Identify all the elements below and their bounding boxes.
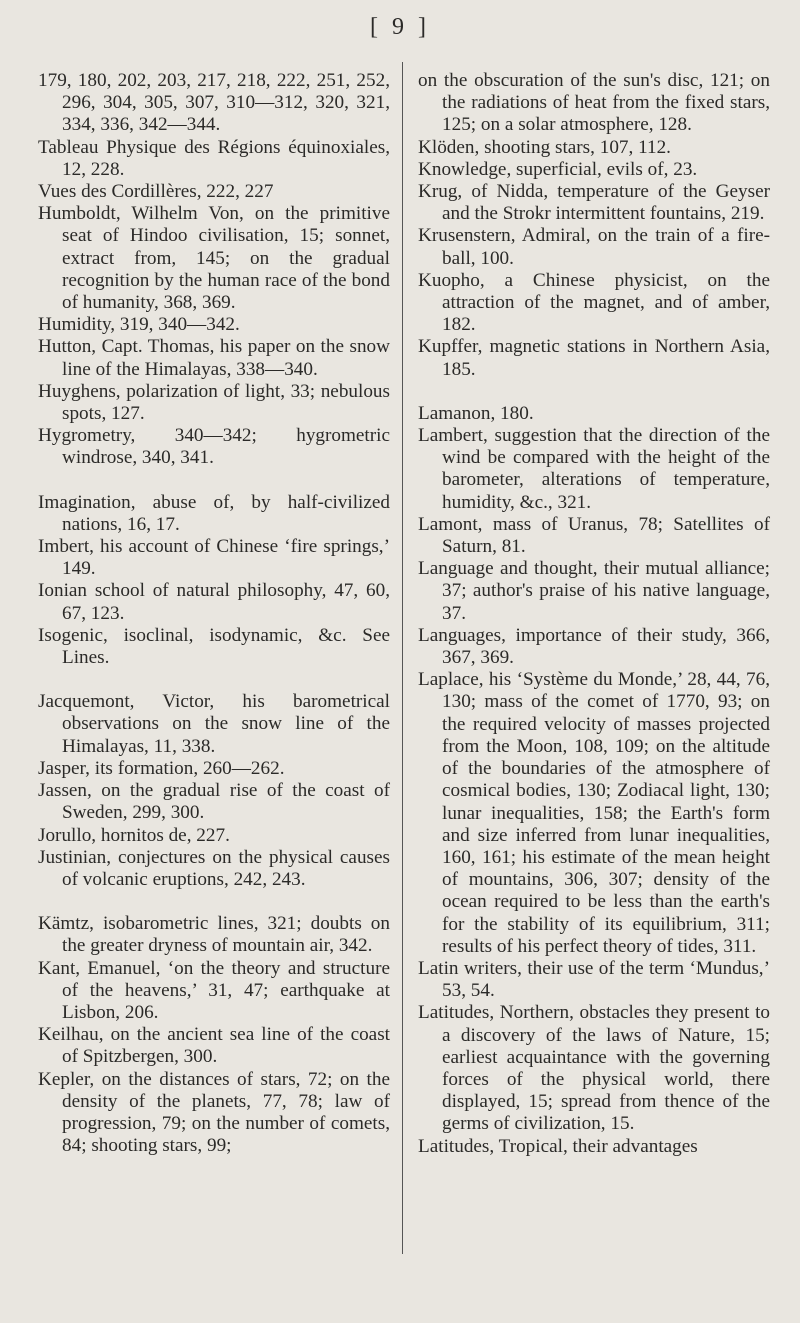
index-entry: Imbert, his account of Chinese ‘fire springs,’ 149. — [38, 536, 390, 580]
index-entry: Jasper, its formation, 260—262. — [38, 757, 285, 779]
index-entry: Krug, of Nidda, temperature of the Geyser and the Strokr intermittent fountains, 219. — [418, 181, 770, 225]
index-entry: Justinian, conjectures on the physical causes of volcanic eruptions, 242, 243. — [38, 846, 390, 890]
column-divider — [402, 62, 403, 1254]
index-entry: Hutton, Capt. Thomas, his paper on the snow line of the Himalayas, 338—340. — [38, 336, 390, 380]
index-entry: Tableau Physique des Régions équinoxiales, 12, 228. — [38, 136, 390, 180]
index-entry: Hygrometry, 340—342; hygrometric windrose, 340, 341. — [38, 425, 390, 469]
index-entry: Huyghens, polarization of light, 33; nebulous spots, 127. — [38, 380, 390, 425]
index-entry: Language and thought, their mutual alliance; 37; author's praise of his native language, 37. — [418, 558, 770, 624]
index-entry: Humboldt, Wilhelm Von, on the primitive seat of Hindoo civilisation, 15; sonnet, extract from, 145; on the gradual recognition by the human race of the bond of humanity, 368, 369. — [38, 203, 390, 314]
index-entry: 179, 180, 202, 203, 217, 218, 222, 251, 252, 296, 304, 305, 307, 310—312, 320, 321, 334, 336, 342—344. — [38, 70, 390, 136]
page-number: [ 9 ] — [370, 14, 430, 40]
index-entry: Latin writers, their use of the term ‘Mundus,’ 53, 54. — [418, 957, 770, 1002]
index-entry: Ionian school of natural philosophy, 47, 60, 67, 123. — [38, 580, 390, 624]
index-entry: on the obscuration of the sun's disc, 121; on the radiations of heat from the fixed stars, 125; on a solar atmosphere, 128. — [418, 70, 770, 136]
index-column-left — [38, 70, 390, 1157]
index-entry: Humidity, 319, 340—342. — [38, 314, 240, 336]
index-entry: Languages, importance of their study, 366, 367, 369. — [418, 624, 770, 669]
index-entry: Jacquemont, Victor, his barometrical observations on the snow line of the Himalayas, 11, 338. — [38, 691, 390, 757]
index-entry: Keilhau, on the ancient sea line of the coast of Spitzbergen, 300. — [38, 1024, 390, 1068]
index-entry: Lamont, mass of Uranus, 78; Satellites of Saturn, 81. — [418, 513, 770, 558]
index-entry: Jorullo, hornitos de, 227. — [38, 824, 230, 846]
index-entry: Latitudes, Northern, obstacles they present to a discovery of the laws of Nature, 15; earliest acquaintance with the governing forces of the physical world, there displayed, 15; spread from thence of the germs of civilization, 15. — [418, 1002, 770, 1135]
index-entry: Klöden, shooting stars, 107, 112. — [418, 136, 671, 158]
index-entry: Kepler, on the distances of stars, 72; on the density of the planets, 77, 78; law of progression, 79; on the number of comets, 84; shooting stars, 99; — [38, 1068, 390, 1157]
index-entry: Vues des Cordillères, 222, 227 — [38, 181, 274, 203]
index-entry: Krusenstern, Admiral, on the train of a fire-ball, 100. — [418, 225, 770, 269]
index-entry: Knowledge, superficial, evils of, 23. — [418, 158, 698, 180]
index-entry: Latitudes, Tropical, their advantages — [418, 1135, 698, 1157]
index-entry: Kämtz, isobarometric lines, 321; doubts on the greater dryness of mountain air, 342. — [38, 913, 390, 957]
index-entry: Kant, Emanuel, ‘on the theory and structure of the heavens,’ 31, 47; earthquake at Lisbon, 206. — [38, 957, 390, 1023]
index-entry: Lamanon, 180. — [418, 402, 534, 424]
index-entry: Kuopho, a Chinese physicist, on the attraction of the magnet, and of amber, 182. — [418, 269, 770, 336]
index-entry: Lambert, suggestion that the direction of the wind be compared with the height of the barometer, alterations of temperature, humidity, &c., 321. — [418, 425, 770, 513]
index-entry: Laplace, his ‘Système du Monde,’ 28, 44, 76, 130; mass of the comet of 1770, 93; on the required velocity of masses projected from the Moon, 108, 109; on the altitude of the boundaries of the atmosphere of cosmical bodies, 130; Zodiacal light, 130; lunar inequalities, 158; the Earth's form and size inferred from lunar inequalities, 160, 161; his estimate of the mean height of mountains, 306, 307; density of the ocean required to be less than the earth's for the stability of its equilibrium, 311; results of his perfect theory of tides, 311. — [418, 669, 770, 957]
index-entry: Kupffer, magnetic stations in Northern Asia, 185. — [418, 336, 770, 380]
index-entry: Isogenic, isoclinal, isodynamic, &c. See Lines. — [38, 624, 390, 669]
index-entry: Jassen, on the gradual rise of the coast of Sweden, 299, 300. — [38, 780, 390, 824]
index-column-right — [418, 70, 770, 1158]
index-entry: Imagination, abuse of, by half-civilized nations, 16, 17. — [38, 491, 390, 535]
